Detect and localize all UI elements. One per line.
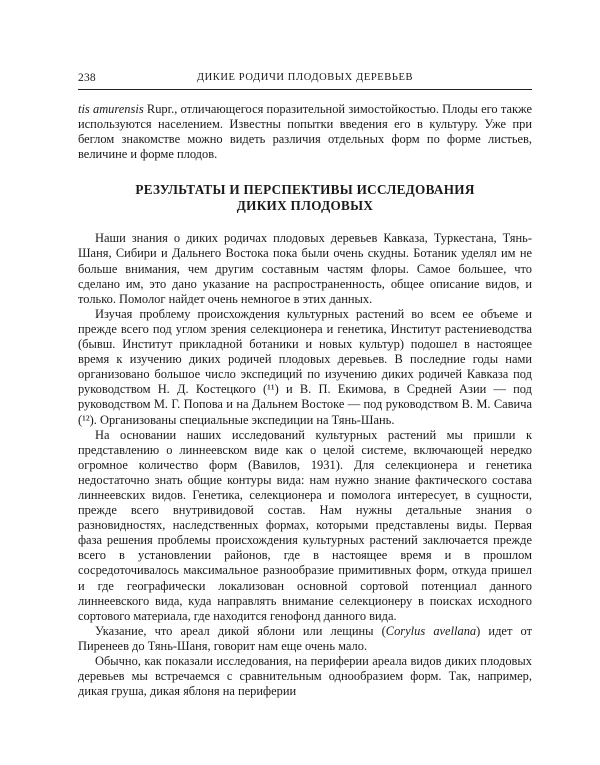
page-number: 238 (78, 72, 96, 84)
running-title: ДИКИЕ РОДИЧИ ПЛОДОВЫХ ДЕРЕВЬЕВ (196, 72, 414, 83)
running-header (78, 72, 532, 88)
paragraph-linnean-species: На основании наших исследований культурных растений мы пришли к представлению о линнеевском виде как о целой системе, включающей нередко огромное количество форм (Вавилов, 1931). Для селекционера и генетика недостаточно знать общие контуры вида: нам нужно знание фактического состава линнеевских видов. Генетика, селекционера и помолога интересует, в сущности, прежде всего внутривидовой состав. Нам нужны детальные знания о разновидностях, наследственных формах, которыми представлены виды. Первая фаза решения проблемы происхождения культурных растений заключается прежде всего в установлении районов, где в настоящее время и в прошлом сосредоточивалось максимальное разнообразие примитивных форм, откуда пришел и где географически локализован основной сортовой потенциал данного линнеевского вида, куда направлять внимание селекционеру в поисках исходного сортового материала, где находится генофонд данного вида. (78, 427, 532, 623)
section-title-line-2: ДИКИХ ПЛОДОВЫХ (236, 197, 374, 213)
section-heading (78, 182, 532, 213)
paragraph-knowledge: Наши знания о диких родичах плодовых деревьев Кавказа, Туркестана, Тянь-Шаня, Сибири и Дальнего Востока пока были очень скудны. Ботаник уделял им не больше внимания, чем другим составным частям флоры. Самое большее, что сделано им, это дано указание на распространенность, общее описание видов, и только. Помолог найдет очень немногое в этих данных. (78, 231, 532, 306)
paragraph-range (78, 624, 532, 654)
range-text-after: ) идет от Пиренеев до Тянь-Шаня, говорит нам еще очень мало. (78, 623, 532, 653)
header-rule (78, 89, 532, 90)
range-text-before: Указание, что ареал дикой яблони или лещины ( (95, 623, 386, 638)
page-body (78, 102, 532, 699)
intro-paragraph (78, 102, 532, 162)
intro-text: Rupr., отличающегося поразительной зимостойкостью. Плоды его также используются населением. Известны попытки введения его в культуру. Уже при беглом знакомстве можно видеть различия отдельных форм по форме листьев, величине и форме плодов. (78, 102, 532, 162)
paragraph-periphery: Обычно, как показали исследования, на периферии ареала видов диких плодовых деревьев мы встречаемся с сравнительным однообразием форм. Так, например, дикая груша, дикая яблоня на периферии (78, 654, 532, 699)
intro-species-italic: tis amurensis (78, 102, 144, 116)
range-species-italic: Corylus avellana (385, 623, 477, 638)
paragraph-institute: Изучая проблему происхождения культурных растений во всем ее объеме и прежде всего под углом зрения селекционера и генетика, Институт растениеводства (бывш. Институт прикладной ботаники и новых культур) подошел в настоящее время к изучению диких родичей плодовых деревьев. В последние годы нами организовано большое число экспедиций по изучению диких родичей Кавказа под руководством Н. Д. Костецкого (¹¹) и В. П. Екимова, в Средней Азии — под руководством М. Г. Попова и на Дальнем Востоке — под руководством В. М. Савича (¹²). Организованы специальные экспедиции на Тянь-Шань. (78, 306, 532, 427)
book-page (78, 72, 532, 699)
section-title-line-1: РЕЗУЛЬТАТЫ И ПЕРСПЕКТИВЫ ИССЛЕДОВАНИЯ (135, 182, 475, 198)
